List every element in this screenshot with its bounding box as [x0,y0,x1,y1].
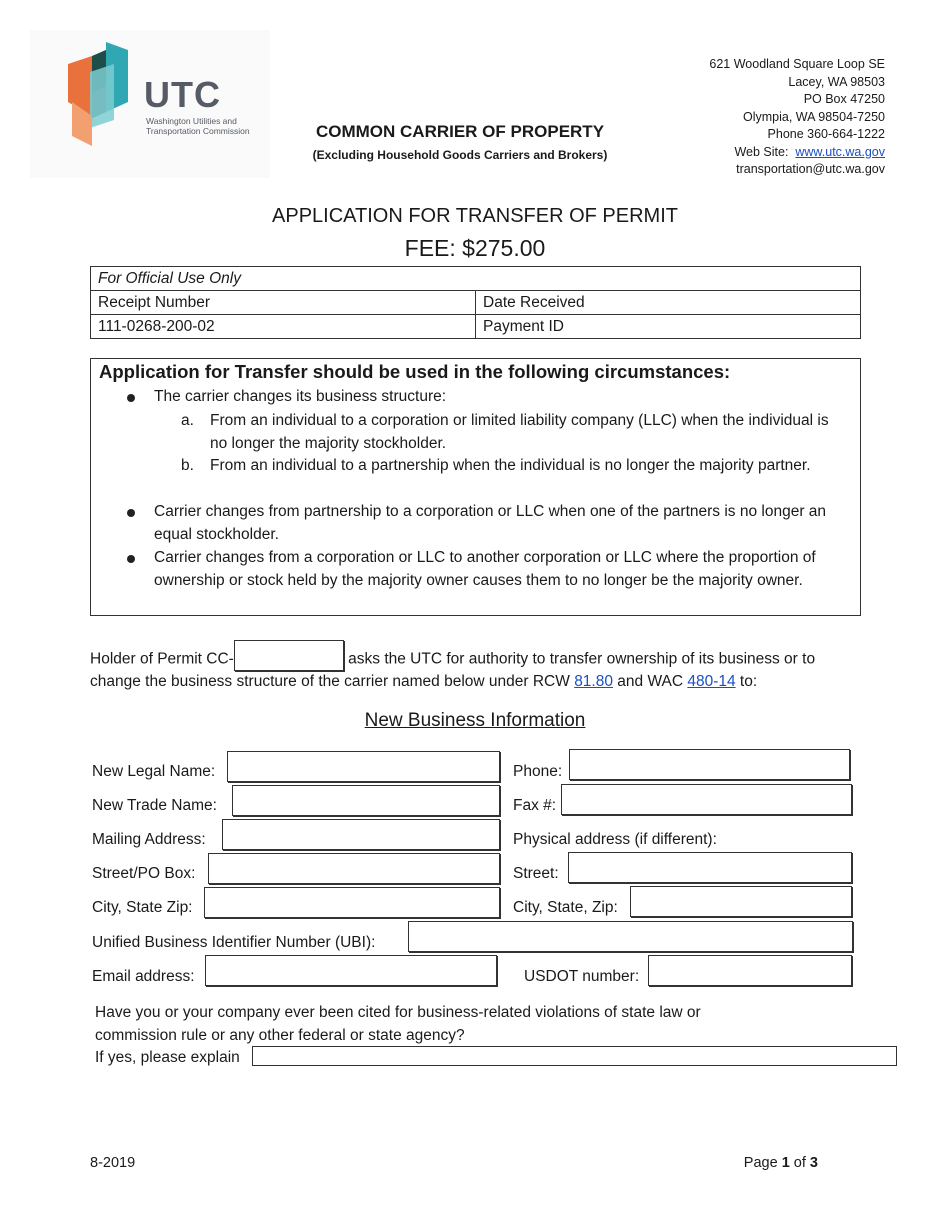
phone-input[interactable] [569,749,850,780]
permit-number-input[interactable] [234,640,344,671]
phone-label: Phone: [513,763,563,780]
usdot-label: USDOT number: [524,968,640,985]
sub-item-label: b. [181,457,194,474]
receipt-number-value: 111-0268-200-02 [91,315,476,339]
circumstance-item: Carrier changes from a corporation or LLC to another corporation or LLC where the proportion of ownership or stock held by the majority owner causes them to no longer be the majority owner. [154,549,816,589]
payment-id-label: Payment ID [476,315,861,339]
trade-name-label: New Trade Name: [92,797,217,814]
logo [30,30,270,178]
address-line: 621 Woodland Square Loop SE [709,57,885,71]
street-input[interactable] [568,852,852,883]
trade-name-input[interactable] [232,785,500,816]
website-link[interactable]: www.utc.wa.gov [795,144,885,159]
circumstance-item: Carrier changes from partnership to a corporation or LLC when one of the partners is no longer an equal stockholder. [154,503,827,543]
explain-input[interactable] [252,1046,897,1066]
wac-link[interactable]: 480-14 [687,673,736,690]
sub-item-label: a. [181,412,194,429]
holder-and-wac: and WAC [612,673,688,690]
mailing-address-input[interactable] [222,819,500,850]
of-word: of [789,1155,810,1171]
holder-prefix: Holder of Permit CC- [90,650,234,668]
logo-subtext: Washington Utilities and Transportation Commission [146,116,250,136]
mailing-address-label: Mailing Address: [92,831,206,848]
circumstance-item: The carrier changes its business structure: [154,388,447,405]
email-label: Email address: [92,968,195,985]
logo-text: UTC [144,74,221,115]
ubi-input[interactable] [408,921,853,952]
page-indicator [744,1155,818,1171]
page-number: 1 [781,1155,790,1171]
form-subtitle: (Excluding Household Goods Carriers and Brokers) [312,148,608,162]
fax-input[interactable] [561,784,852,815]
date-received-label: Date Received [476,291,861,315]
city-state-zip-label: City, State Zip: [92,899,193,916]
application-title: APPLICATION FOR TRANSFER OF PERMIT [272,205,678,227]
question-line: Have you or your company ever been cited for business-related violations of state law or [95,1004,701,1021]
street-label: Street: [513,865,559,882]
bullet-icon [127,394,135,402]
city-state-zip-input[interactable] [204,887,500,918]
website-line [709,144,885,162]
form-title: COMMON CARRIER OF PROPERTY [315,122,605,141]
email-input[interactable] [205,955,497,986]
receipt-number-label: Receipt Number [91,291,476,315]
fax-label: Fax #: [513,797,557,814]
phone-line: Phone 360-664-1222 [767,127,885,141]
utc-logo-icon [66,42,132,146]
official-use-heading: For Official Use Only [91,267,861,291]
street-po-input[interactable] [208,853,500,884]
form-revision-date: 8-2019 [90,1155,136,1171]
city-state-zip-2-input[interactable] [630,886,852,917]
sub-item-text: From an individual to a corporation or limited liability company (LLC) when the individual is no longer the majority stockholder. [210,412,829,452]
holder-paragraph [90,640,870,694]
page-total: 3 [809,1155,818,1171]
section-title [0,710,950,732]
city-state-zip-2-label: City, State, Zip: [513,899,618,916]
ubi-label: Unified Business Identifier Number (UBI): [92,934,376,951]
address-line: PO Box 47250 [803,92,885,106]
rcw-link[interactable]: 81.80 [574,673,613,690]
page-word: Page [743,1155,782,1171]
address-line: Olympia, WA 98504-7250 [743,109,885,124]
sub-item-text: From an individual to a partnership when the individual is no longer the majority partner. [210,457,811,474]
holder-suffix: to: [735,673,758,690]
fee: FEE: $275.00 [404,235,546,261]
legal-name-input[interactable] [227,751,500,782]
section-title-text: New Business Information [364,710,586,731]
agency-address [709,56,885,179]
legal-name-label: New Legal Name: [92,763,216,780]
email-line: transportation@utc.wa.gov [736,162,885,176]
street-po-label: Street/PO Box: [92,865,196,882]
explain-label: If yes, please explain [95,1049,240,1066]
bullet-icon [127,555,135,563]
address-line: Lacey, WA 98503 [788,74,885,89]
circumstances-heading: Application for Transfer should be used in the following circumstances: [99,361,731,382]
holder-text: asks the UTC for authority to transfer ownership of its business or to change the business structure of the carrier named below under RCW [90,650,816,690]
website-label: Web Site: [734,144,789,159]
usdot-input[interactable] [648,955,852,986]
official-use-table [90,266,861,339]
circumstances-box [90,358,861,616]
physical-address-label: Physical address (if different): [513,831,717,848]
bullet-icon [127,509,135,517]
question-line: commission rule or any other federal or state agency? [95,1026,465,1044]
